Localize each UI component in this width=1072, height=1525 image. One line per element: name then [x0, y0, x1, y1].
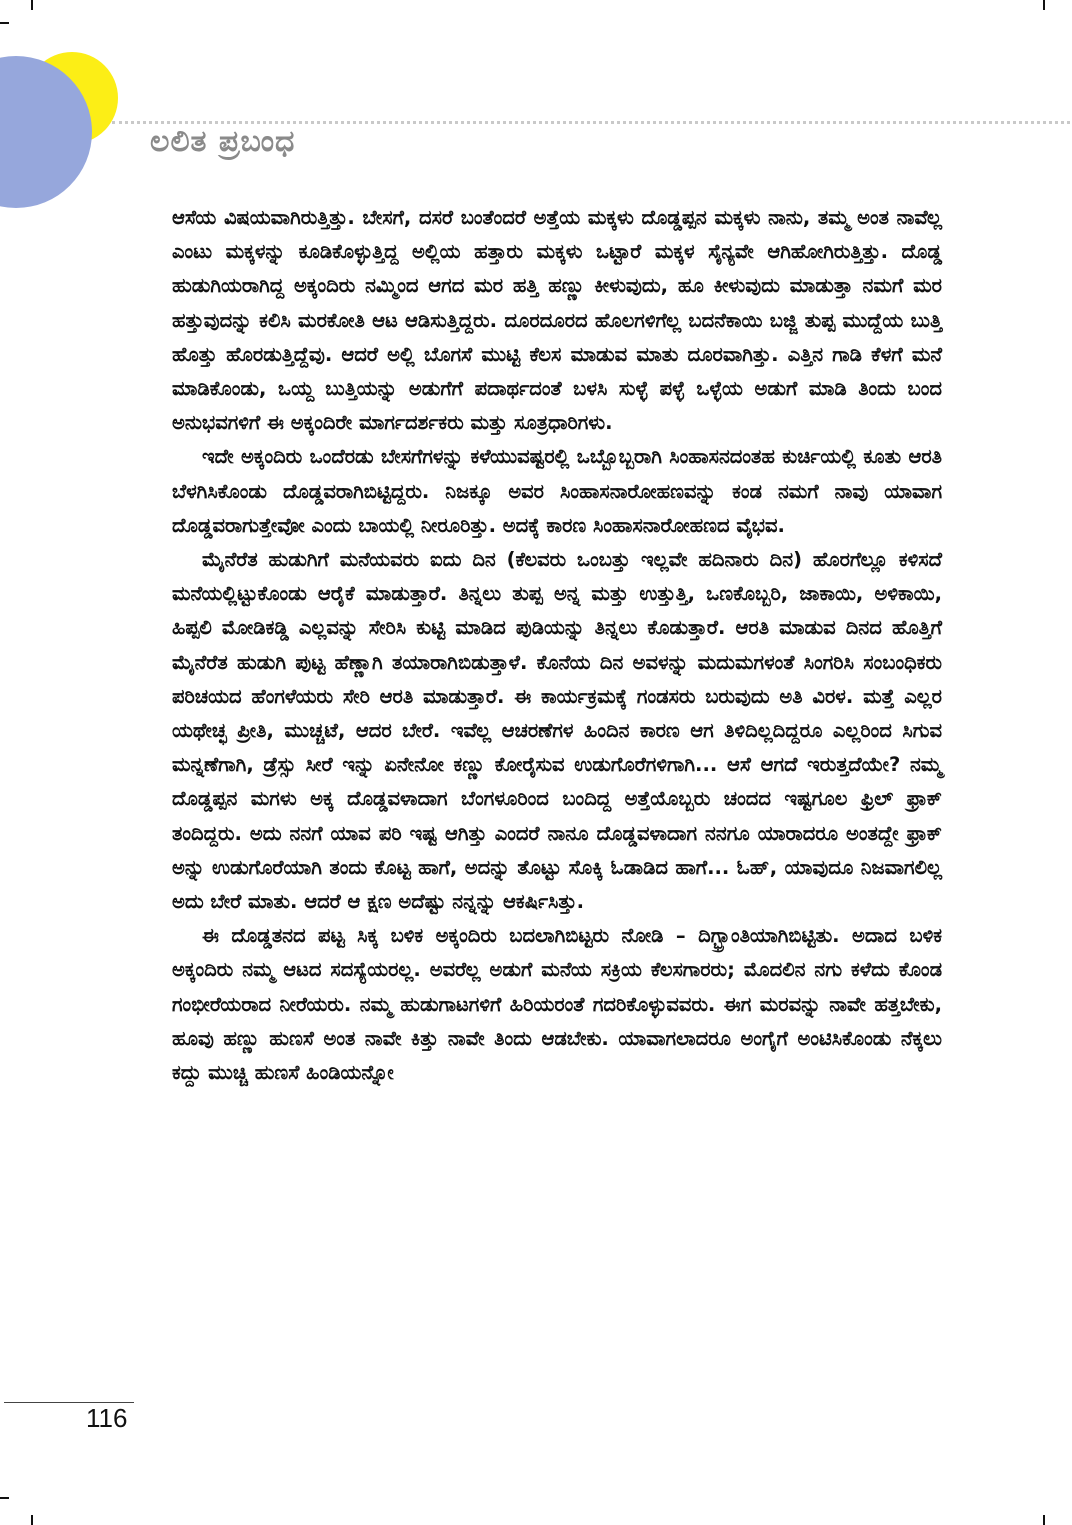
paragraph: ಈ ದೊಡ್ಡತನದ ಪಟ್ಟ ಸಿಕ್ಕ ಬಳಿಕ ಅಕ್ಕಂದಿರು ಬದಲಾಗಿಬಿಟ್ಟರು ನೋಡಿ – ದಿಗ್ಭ್ರಾಂತಿಯಾಗಿಬಿಟ್ಟಿತು. ಅದಾದ ಬಳಿಕ ಅಕ್ಕಂದಿರು ನಮ್ಮ ಆಟದ ಸದಸ್ಯೆಯರಲ್ಲ. ಅವರೆಲ್ಲ ಅಡುಗೆ ಮನೆಯ ಸಕ್ರಿಯ ಕೆಲಸಗಾರರು; ಮೊದಲಿನ ನಗು ಕಳೆದು ಕೊಂಡ ಗಂಭೀರೆಯರಾದ ನೀರೆಯರು. ನಮ್ಮ ಹುಡುಗಾಟಗಳಿಗೆ ಹಿರಿಯರಂತೆ ಗದರಿಕೊಳ್ಳುವವರು. ಈಗ ಮರವನ್ನು ನಾವೇ ಹತ್ತಬೇಕು, ಹೂವು ಹಣ್ಣು ಹುಣಸೆ ಅಂತ ನಾವೇ ಕಿತ್ತು ನಾವೇ ತಿಂದು ಆಡಬೇಕು. ಯಾವಾಗಲಾದರೂ ಅಂಗೈಗೆ ಅಂಟಿಸಿಕೊಂಡು ನೆಕ್ಕಲು ಕದ್ದು ಮುಚ್ಚಿ ಹುಣಸೆ ಹಿಂಡಿಯನ್ನೋ: [172, 924, 942, 1085]
paragraph: ಇದೇ ಅಕ್ಕಂದಿರು ಒಂದೆರಡು ಬೇಸಗೆಗಳನ್ನು ಕಳೆಯುವಷ್ಟರಲ್ಲಿ ಒಬ್ಬೊಬ್ಬರಾಗಿ ಸಿಂಹಾಸನದಂತಹ ಕುರ್ಚಿಯಲ್ಲಿ ಕೂತು ಆರತಿ ಬೆಳಗಿಸಿಕೊಂಡು ದೊಡ್ಡವರಾಗಿಬಿಟ್ಟಿದ್ದರು. ನಿಜಕ್ಕೂ ಅವರ ಸಿಂಹಾಸನಾರೋಹಣವನ್ನು ಕಂಡ ನಮಗೆ ನಾವು ಯಾವಾಗ ದೊಡ್ಡವರಾಗುತ್ತೇವೋ ಎಂದು ಬಾಯಲ್ಲಿ ನೀರೂರಿತ್ತು. ಅದಕ್ಕೆ ಕಾರಣ ಸಿಂಹಾಸನಾರೋಹಣದ ವೈಭವ.: [172, 445, 942, 537]
article-body: [172, 201, 942, 1090]
header-circles-graphic: [0, 0, 130, 210]
page-number: 116: [86, 1403, 128, 1433]
crop-mark: [0, 1497, 9, 1499]
crop-mark: [31, 1515, 33, 1525]
section-title: ಲಲಿತ ಪ್ರಬಂಧ: [150, 124, 296, 159]
crop-mark: [1043, 0, 1045, 10]
paragraph: ಆಸೆಯ ವಿಷಯವಾಗಿರುತ್ತಿತ್ತು. ಬೇಸಗೆ, ದಸರೆ ಬಂತೆಂದರೆ ಅತ್ತೆಯ ಮಕ್ಕಳು ದೊಡ್ಡಪ್ಪನ ಮಕ್ಕಳು ನಾನು, ತಮ್ಮ ಅಂತ ನಾವೆಲ್ಲ ಎಂಟು ಮಕ್ಕಳನ್ನು ಕೂಡಿಕೊಳ್ಳುತ್ತಿದ್ದ ಅಲ್ಲಿಯ ಹತ್ತಾರು ಮಕ್ಕಳು ಒಟ್ಟಾರೆ ಮಕ್ಕಳ ಸೈನ್ಯವೇ ಆಗಿಹೋಗಿರುತ್ತಿತ್ತು. ದೊಡ್ಡ ಹುಡುಗಿಯರಾಗಿದ್ದ ಅಕ್ಕಂದಿರು ನಮ್ಮಿಂದ ಆಗದ ಮರ ಹತ್ತಿ ಹಣ್ಣು ಕೀಳುವುದು, ಹೂ ಕೀಳುವುದು ಮಾಡುತ್ತಾ ನಮಗೆ ಮರ ಹತ್ತುವುದನ್ನು ಕಲಿಸಿ ಮರಕೋತಿ ಆಟ ಆಡಿಸುತ್ತಿದ್ದರು. ದೂರದೂರದ ಹೊಲಗಳಿಗೆಲ್ಲ ಬದನೆಕಾಯಿ ಬಜ್ಜಿ ತುಪ್ಪ ಮುದ್ದೆಯ ಬುತ್ತಿ ಹೊತ್ತು ಹೊರಡುತ್ತಿದ್ದೆವು. ಆದರೆ ಅಲ್ಲಿ ಬೊಗಸೆ ಮುಟ್ಟಿ ಕೆಲಸ ಮಾಡುವ ಮಾತು ದೂರವಾಗಿತ್ತು. ಎತ್ತಿನ ಗಾಡಿ ಕೆಳಗೆ ಮನೆ ಮಾಡಿಕೊಂಡು, ಒಯ್ದ ಬುತ್ತಿಯನ್ನು ಅಡುಗೆಗೆ ಪದಾರ್ಥದಂತೆ ಬಳಸಿ ಸುಳ್ಳೆ ಪಳ್ಳೆ ಒಳ್ಳೆಯ ಅಡುಗೆ ಮಾಡಿ ತಿಂದು ಬಂದ ಅನುಭವಗಳಿಗೆ ಈ ಅಕ್ಕಂದಿರೇ ಮಾರ್ಗದರ್ಶಕರು ಮತ್ತು ಸೂತ್ರಧಾರಿಗಳು.: [172, 206, 942, 435]
paragraph: ಮೈನೆರೆತ ಹುಡುಗಿಗೆ ಮನೆಯವರು ಐದು ದಿನ (ಕೆಲವರು ಒಂಬತ್ತು ಇಲ್ಲವೇ ಹದಿನಾರು ದಿನ) ಹೊರಗೆಲ್ಲೂ ಕಳಿಸದೆ ಮನೆಯಲ್ಲಿಟ್ಟುಕೊಂಡು ಆರೈಕೆ ಮಾಡುತ್ತಾರೆ. ತಿನ್ನಲು ತುಪ್ಪ ಅನ್ನ ಮತ್ತು ಉತ್ತುತ್ತಿ, ಒಣಕೊಬ್ಬರಿ, ಜಾಕಾಯಿ, ಅಳಿಕಾಯಿ, ಹಿಪ್ಪಲಿ ಮೋಡಿಕಡ್ಡಿ ಎಲ್ಲವನ್ನು ಸೇರಿಸಿ ಕುಟ್ಟಿ ಮಾಡಿದ ಪುಡಿಯನ್ನು ತಿನ್ನಲು ಕೊಡುತ್ತಾರೆ. ಆರತಿ ಮಾಡುವ ದಿನದ ಹೊತ್ತಿಗೆ ಮೈನೆರೆತ ಹುಡುಗಿ ಪುಟ್ಟ ಹೆಣ್ಣಾಗಿ ತಯಾರಾಗಿಬಿಡುತ್ತಾಳೆ. ಕೊನೆಯ ದಿನ ಅವಳನ್ನು ಮದುಮಗಳಂತೆ ಸಿಂಗರಿಸಿ ಸಂಬಂಧಿಕರು ಪರಿಚಯದ ಹೆಂಗಳೆಯರು ಸೇರಿ ಆರತಿ ಮಾಡುತ್ತಾರೆ. ಈ ಕಾರ್ಯಕ್ರಮಕ್ಕೆ ಗಂಡಸರು ಬರುವುದು ಅತಿ ವಿರಳ. ಮತ್ತೆ ಎಲ್ಲರ ಯಥೇಚ್ಛ ಪ್ರೀತಿ, ಮುಚ್ಚಟೆ, ಆದರ ಬೇರೆ. ಇವೆಲ್ಲ ಆಚರಣೆಗಳ ಹಿಂದಿನ ಕಾರಣ ಆಗ ತಿಳಿದಿಲ್ಲದಿದ್ದರೂ ಎಲ್ಲರಿಂದ ಸಿಗುವ ಮನ್ನಣೆಗಾಗಿ, ಡ್ರೆಸ್ಸು ಸೀರೆ ಇನ್ನು ಏನೇನೋ ಕಣ್ಣು ಕೋರೈಸುವ ಉಡುಗೊರೆಗಳಿಗಾಗಿ... ಆಸೆ ಆಗದೆ ಇರುತ್ತದೆಯೇ? ನಮ್ಮ ದೊಡ್ಡಪ್ಪನ ಮಗಳು ಅಕ್ಕ ದೊಡ್ಡವಳಾದಾಗ ಬೆಂಗಳೂರಿಂದ ಬಂದಿದ್ದ ಅತ್ತೆಯೊಬ್ಬರು ಚಂದದ ಇಷ್ಟಗೂಲ ಫ್ರಿಲ್ ಫ್ರಾಕ್ ತಂದಿದ್ದರು. ಅದು ನನಗೆ ಯಾವ ಪರಿ ಇಷ್ಟ ಆಗಿತ್ತು ಎಂದರೆ ನಾನೂ ದೊಡ್ಡವಳಾದಾಗ ನನಗೂ ಯಾರಾದರೂ ಅಂತದ್ದೇ ಫ್ರಾಕ್ ಅನ್ನು ಉಡುಗೊರೆಯಾಗಿ ತಂದು ಕೊಟ್ಟ ಹಾಗೆ, ಅದನ್ನು ತೊಟ್ಟು ಸೊಕ್ಕಿ ಓಡಾಡಿದ ಹಾಗೆ... ಓಹ್, ಯಾವುದೂ ನಿಜವಾಗಲಿಲ್ಲ ಅದು ಬೇರೆ ಮಾತು. ಆದರೆ ಆ ಕ್ಷಣ ಅದೆಷ್ಟು ನನ್ನನ್ನು ಆಕರ್ಷಿಸಿತ್ತು.: [172, 548, 942, 914]
crop-mark: [1043, 1515, 1045, 1525]
